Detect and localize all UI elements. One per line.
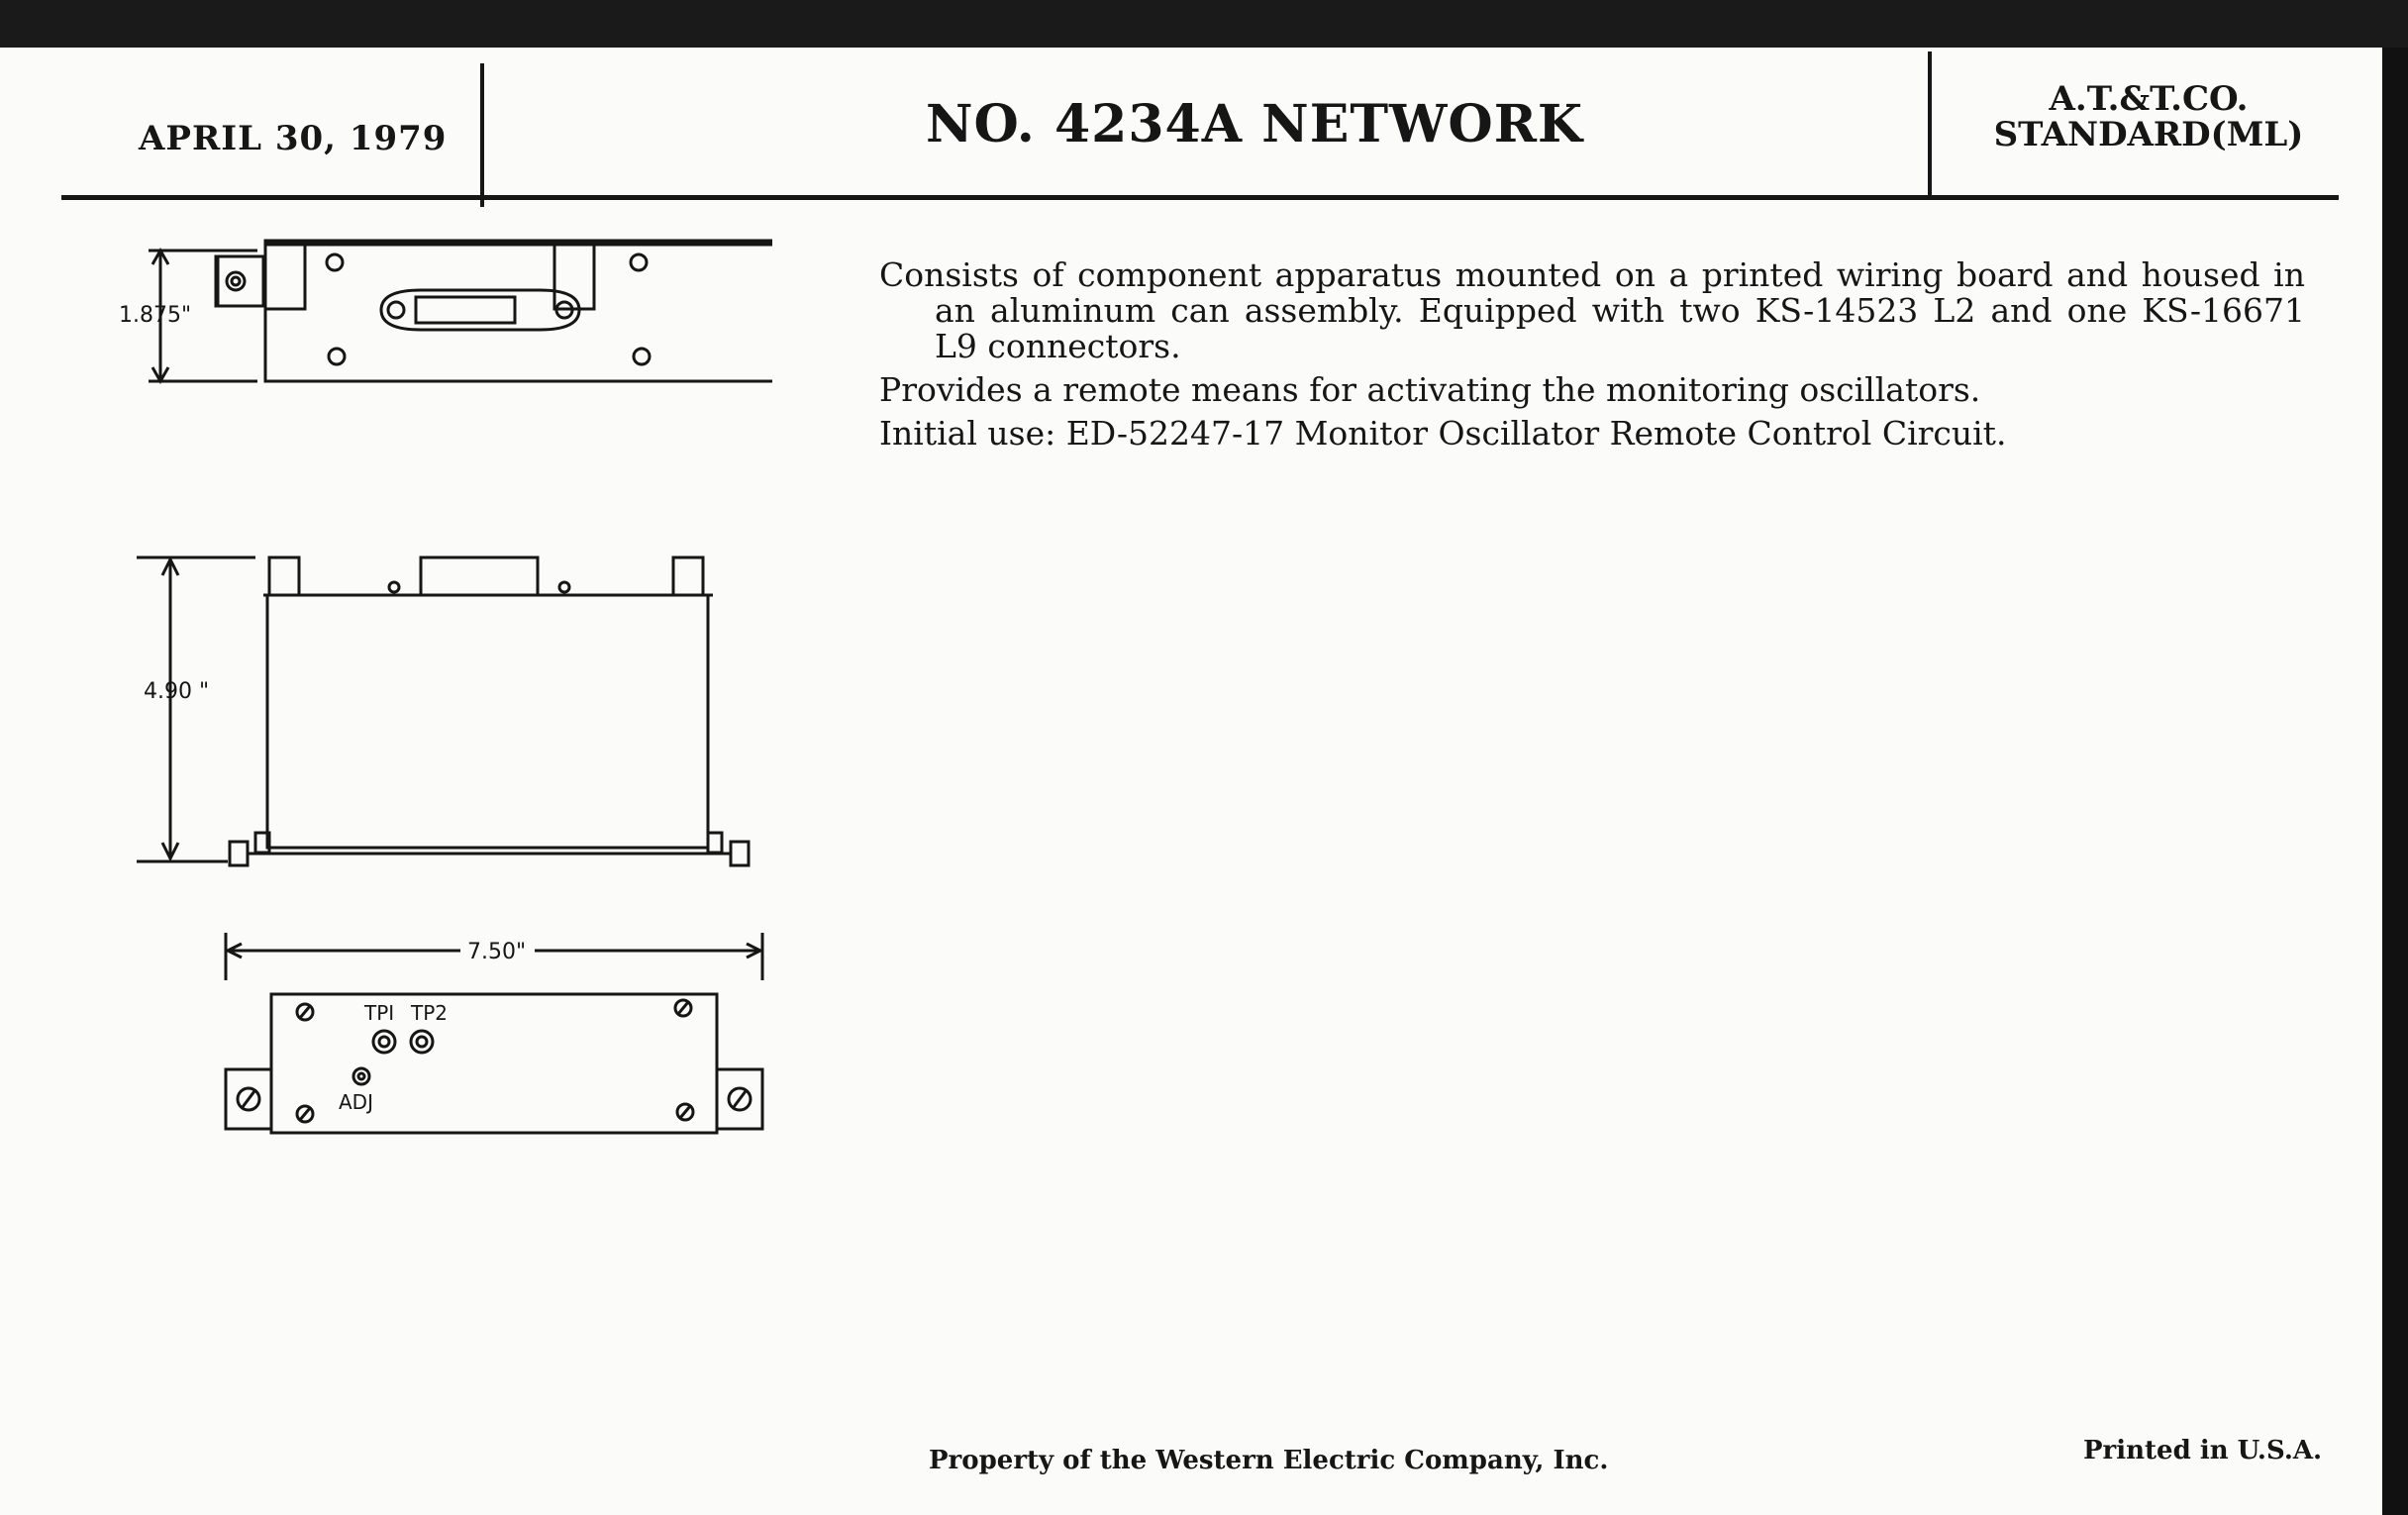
width-dimension-label: 7.50" (467, 940, 527, 964)
standard-line-1: A.T.&T.CO. (2049, 79, 2249, 119)
adj-label: ADJ (339, 1090, 373, 1114)
height-dimension-label: 1.875" (119, 303, 192, 328)
header-divider-left (480, 63, 484, 207)
footer-printed: Printed in U.S.A. (2083, 1436, 2323, 1465)
header-divider-right (1928, 51, 1932, 198)
description-block (879, 257, 2305, 459)
issue-date: APRIL 30, 1979 (139, 119, 448, 158)
header-rule (61, 195, 2339, 200)
tp2-label: TP2 (411, 1001, 449, 1025)
standard-block (1970, 81, 2327, 152)
tp1-label: TPI (364, 1001, 395, 1025)
rear-view-drawing (198, 921, 792, 1139)
description-paragraph: Provides a remote means for activating the monitoring oscillators. (879, 370, 1981, 409)
description-paragraph: Consists of component apparatus mounted on a printed wiring board and housed in an aluminum can assembly. Equipped with two KS-14523 L2 and one KS-16671 L9 connectors. (879, 255, 2305, 365)
front-view-drawing (119, 233, 772, 396)
footer-property: Property of the Western Electric Company, Inc. (929, 1446, 1609, 1475)
standard-line-2: STANDARD(ML) (1993, 115, 2304, 154)
depth-dimension-label: 4.90 " (144, 679, 210, 704)
page-title: NO. 4234A NETWORK (926, 94, 1584, 154)
side-view-drawing (119, 540, 772, 876)
description-paragraph: Initial use: ED-52247-17 Monitor Oscillator Remote Control Circuit. (879, 414, 2007, 453)
scan-border (2382, 48, 2408, 1515)
